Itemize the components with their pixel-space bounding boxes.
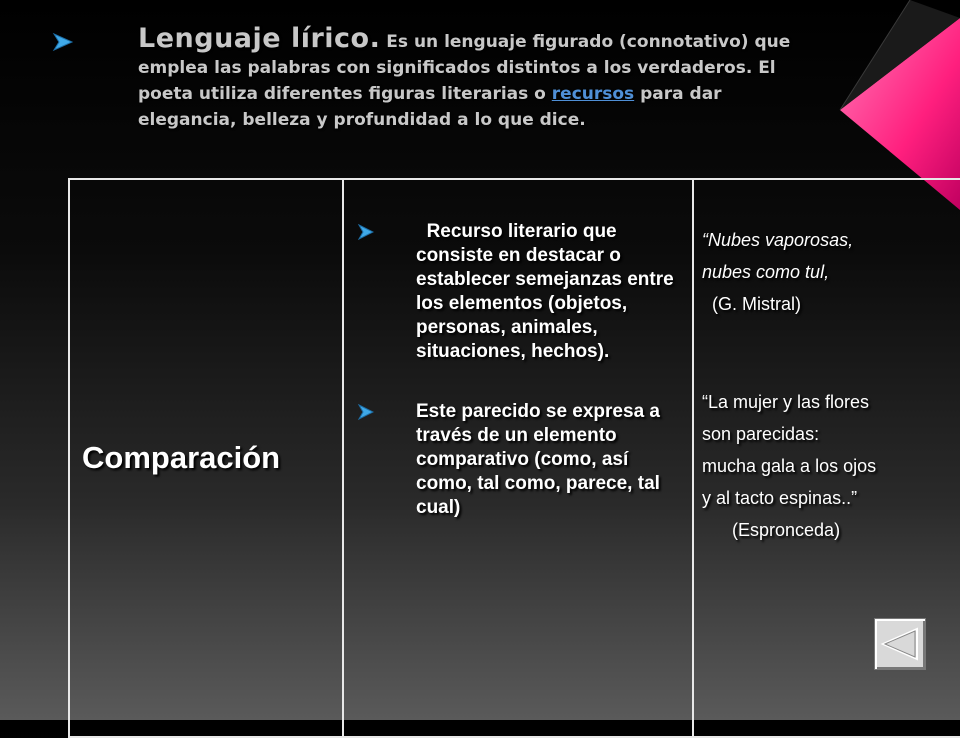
title-lead: Lenguaje lírico. [138, 23, 381, 54]
example-line: “Nubes vaporosas, [702, 230, 854, 250]
term-cell [69, 179, 343, 737]
term-label: Comparación [82, 440, 281, 475]
back-triangle-icon [879, 623, 921, 665]
recursos-link[interactable]: recursos [551, 84, 635, 104]
example-line: y al tacto espinas..” [702, 488, 858, 508]
example-line: son parecidas: [702, 424, 820, 444]
table-row [69, 179, 960, 737]
example-spacer [702, 320, 958, 386]
example-author: (Espronceda) [702, 520, 841, 540]
bullet-arrow-icon [358, 224, 374, 240]
back-button[interactable] [874, 618, 926, 670]
slide-title [52, 23, 792, 133]
example-author: (G. Mistral) [702, 294, 801, 314]
definition-text: Este parecido se expresa a través de un elemento comparativo (como, así como, tal como, parece, tal cual) [416, 401, 660, 518]
definition-text: Recurso literario que consiste en destacar o establecer semejanzas entre los elementos (objetos, personas, animales, situaciones, hechos). [416, 221, 679, 362]
example-line: nubes como tul, [702, 262, 830, 282]
example-line: mucha gala a los ojos [702, 456, 877, 476]
comparison-table [68, 178, 960, 738]
bullet-arrow-icon [52, 32, 74, 52]
definition-item [358, 220, 678, 364]
definition-cell [343, 179, 693, 737]
example-line: “La mujer y las flores [702, 392, 870, 412]
title-body-1: Es un lenguaje figurado (connotativo) que emplea las palabras con significados distintos a los verdaderos. El poeta utiliza diferentes figuras literarias o [138, 32, 791, 104]
definition-item [358, 400, 678, 520]
bullet-arrow-icon [358, 404, 374, 420]
title-body-2: para dar elegancia, belleza y profundidad a lo que dice. [138, 84, 722, 130]
